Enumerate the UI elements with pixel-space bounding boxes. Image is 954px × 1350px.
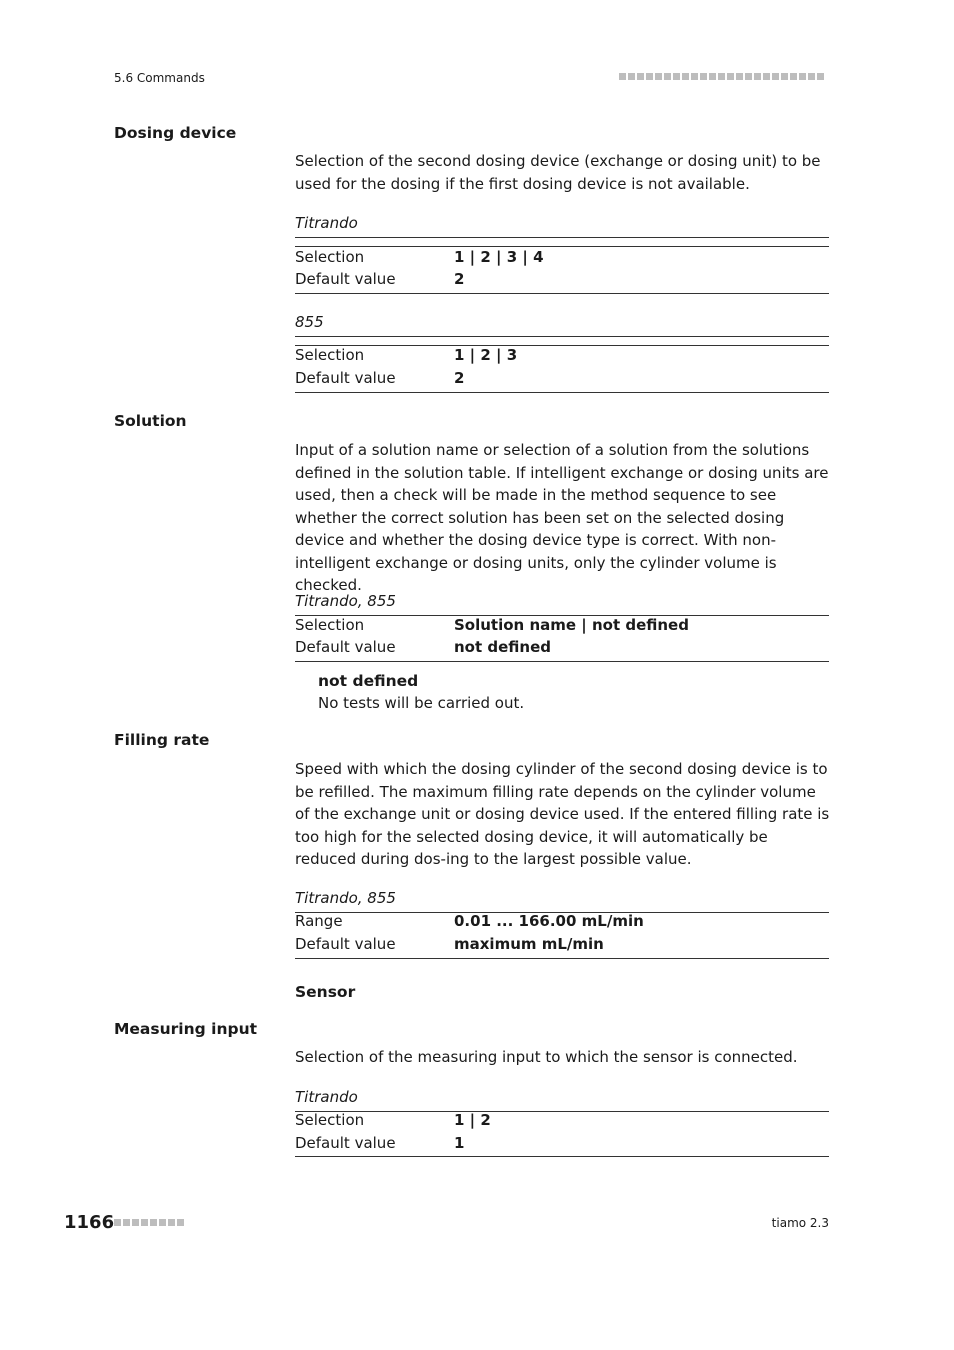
section-title-solution: Solution	[114, 412, 187, 430]
table-caption: Titrando	[295, 214, 358, 232]
table-row	[295, 346, 829, 368]
row-value: Solution name | not defined	[454, 616, 689, 634]
filling-rate-description: Speed with which the dosing cylinder of the second dosing device is to be refilled. The maximum filling rate depends on the cylinder volume of the exchange unit or dosing device used. If the entered filling rate is too high for the selected dosing device, it will automatically be reduced during dos-ing to the largest possible value.	[295, 760, 830, 868]
dosing-device-description: Selection of the second dosing device (exchange or dosing unit) to be used for the dosing if the first dosing device is not available.	[295, 152, 821, 193]
row-value: not defined	[454, 638, 551, 656]
option-name: not defined	[318, 672, 419, 690]
table-row	[295, 270, 829, 292]
table-rule	[295, 246, 829, 247]
row-label: Selection	[295, 1111, 365, 1129]
footer-product: tiamo 2.3	[771, 1216, 829, 1230]
table-row	[295, 1134, 829, 1156]
row-label: Default value	[295, 369, 396, 387]
running-header-section: 5.6 Commands	[114, 71, 205, 85]
option-description: No tests will be carried out.	[318, 694, 525, 712]
table-rule	[295, 237, 829, 238]
row-label: Default value	[295, 935, 396, 953]
table-row	[295, 369, 829, 391]
section-title-measuring-input: Measuring input	[114, 1020, 258, 1038]
table-caption: Titrando, 855	[295, 889, 396, 907]
row-label: Range	[295, 912, 343, 930]
table-rule	[295, 1156, 829, 1157]
table-rule	[295, 293, 829, 294]
header-dot-bar	[619, 73, 829, 82]
table-row	[295, 248, 829, 270]
row-value: 1 | 2 | 3	[454, 346, 518, 364]
table-rule	[295, 958, 829, 959]
measuring-input-description: Selection of the measuring input to which the sensor is connected.	[295, 1048, 798, 1066]
sensor-heading: Sensor	[295, 983, 356, 1001]
row-value: 0.01 ... 166.00 mL/min	[454, 912, 644, 930]
row-label: Default value	[295, 638, 396, 656]
section-title-filling-rate: Filling rate	[114, 731, 210, 749]
table-rule	[295, 336, 829, 337]
table-caption: 855	[295, 313, 324, 331]
row-label: Selection	[295, 346, 365, 364]
row-value: 2	[454, 270, 465, 288]
table-rule	[295, 392, 829, 393]
row-value: 1	[454, 1134, 465, 1152]
table-row	[295, 638, 829, 660]
table-caption: Titrando, 855	[295, 592, 396, 610]
row-value: 1 | 2 | 3 | 4	[454, 248, 544, 266]
table-caption: Titrando	[295, 1088, 358, 1106]
table-row	[295, 1111, 829, 1133]
row-label: Default value	[295, 1134, 396, 1152]
footer-dot-bar	[114, 1219, 184, 1226]
table-row	[295, 912, 829, 934]
section-title-dosing-device: Dosing device	[114, 124, 237, 142]
row-label: Selection	[295, 616, 365, 634]
row-value: 1 | 2	[454, 1111, 491, 1129]
row-value: 2	[454, 369, 465, 387]
table-row	[295, 935, 829, 957]
solution-description: Input of a solution name or selection of a solution from the solutions defined in the solution table. If intelligent exchange or dosing units are used, then a check will be made in the method sequence to see whether the correct solution has been set on the selected dosing device and whether the dosing device type is correct. With non-intelligent exchange or dosing units, only the cylinder volume is checked.	[295, 441, 829, 594]
row-label: Default value	[295, 270, 396, 288]
table-rule	[295, 661, 829, 662]
row-label: Selection	[295, 248, 365, 266]
row-value: maximum mL/min	[454, 935, 604, 953]
page-number: 1166	[64, 1212, 115, 1233]
table-row	[295, 616, 829, 638]
